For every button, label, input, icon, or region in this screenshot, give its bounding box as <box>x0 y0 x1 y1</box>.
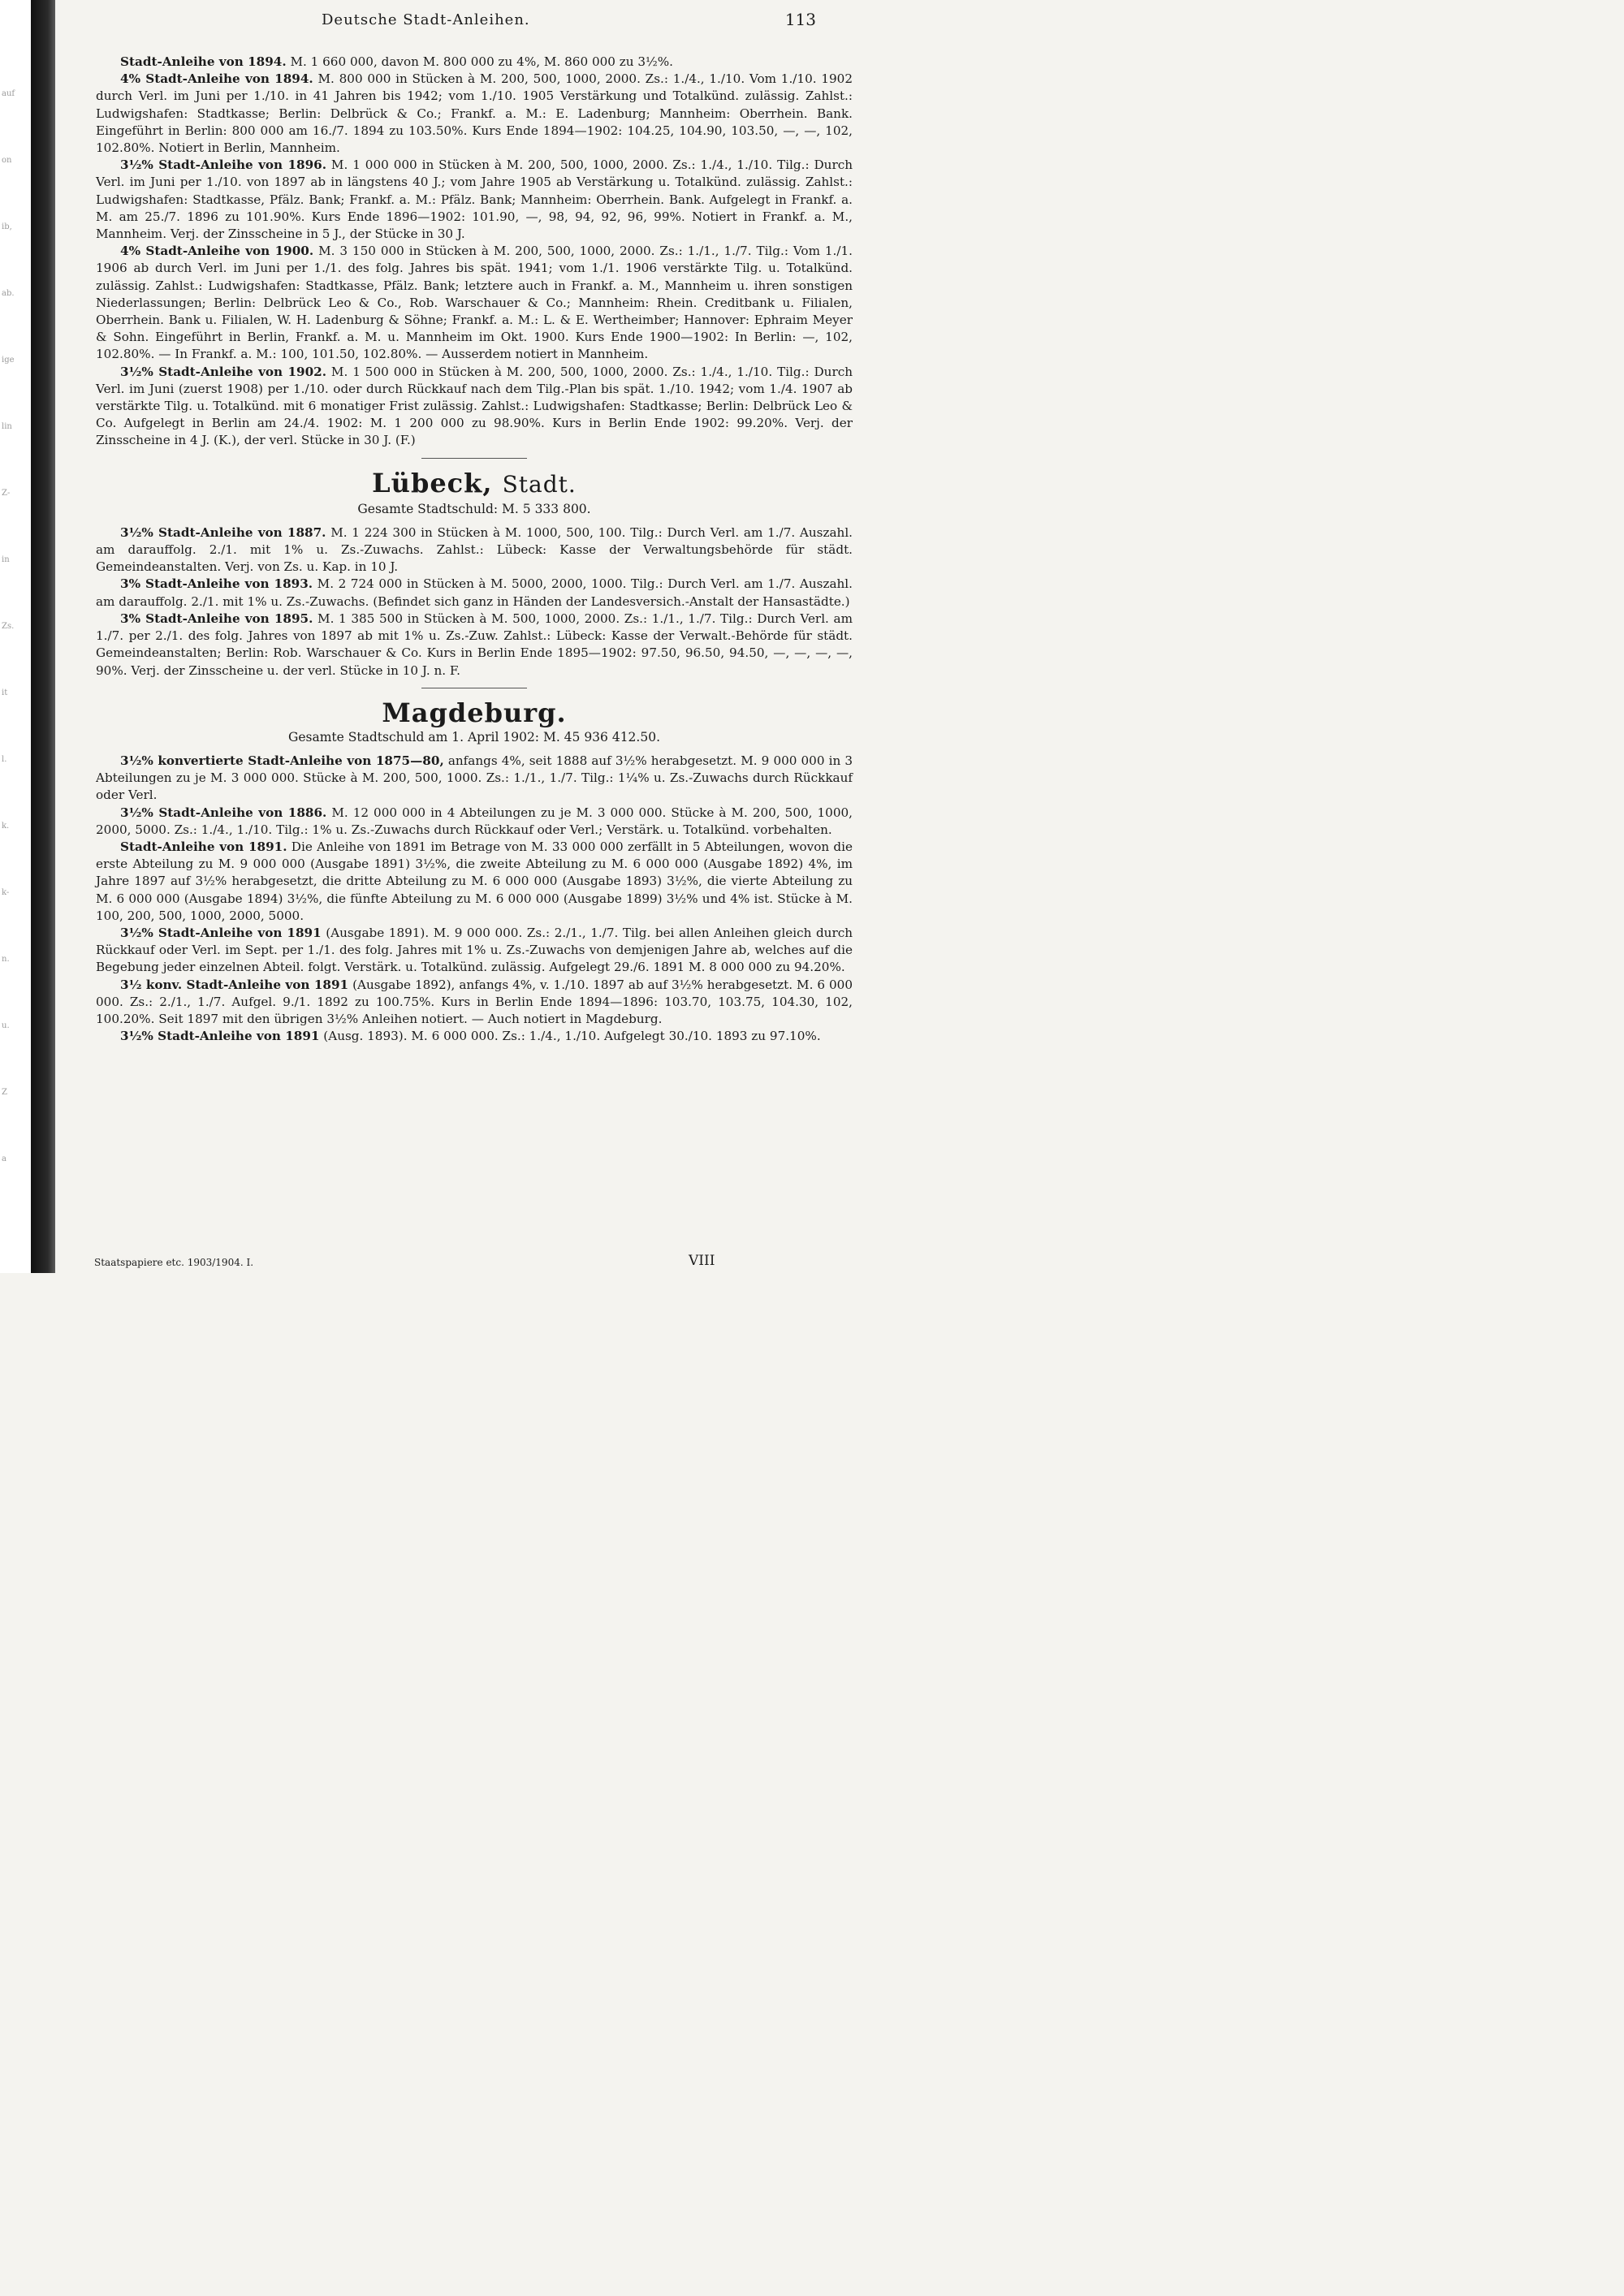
loan-entry <box>96 576 853 610</box>
loan-entry <box>96 925 853 977</box>
bleed-fragment: ab. <box>2 289 15 298</box>
loan-entry-heading: 4% Stadt-Anleihe von 1894. <box>120 71 313 87</box>
loan-entry-heading: 3% Stadt-Anleihe von 1893. <box>120 576 313 592</box>
bleed-fragment: ib, <box>2 222 12 231</box>
book-binding-shadow <box>31 0 55 1273</box>
section-title <box>96 468 853 499</box>
loan-entry-heading: 3% Stadt-Anleihe von 1895. <box>120 611 313 626</box>
bleed-fragment: k- <box>2 888 10 897</box>
loan-entry-heading: 3½% konvertierte Stadt-Anleihe von 1875—80, <box>120 753 444 768</box>
loan-entry <box>96 839 853 925</box>
loan-entry-text: M. 3 150 000 in Stücken à M. 200, 500, 1000, 2000. Zs.: 1./1., 1./7. Tilg.: Vom 1./1. 1906 ab durch Verl. im Juni per 1./1. des folg. Jahres bis spät. 1941; vom 1./1. 1906 verstärkte Tilg. u. Totalkünd. zulässig. Zahlst.: Ludwigshafen: Stadtkasse, Pfälz. Bank; letztere auch in Frankf. a. M., Mannheim u. ihren sonstigen Niederlassungen; Berlin: Delbrück Leo & Co., Rob. Warschauer & Co.; Mannheim: Rhein. Creditbank u. Filialen, Oberrhein. Bank u. Filialen, W. H. Ladenburg & Söhne; Frankf. a. M.: L. & E. Wertheimber; Hannover: Ephraim Meyer & Sohn. Eingeführt in Berlin, Frankf. a. M. u. Mannheim im Okt. 1900. Kurs Ende 1900—1902: In Berlin: —, 102, 102.80%. — In Frankf. a. M.: 100, 101.50, 102.80%. — Ausserdem notiert in Mannheim. <box>96 244 853 362</box>
loan-entry-text: M. 12 000 000 in 4 Abteilungen zu je M. 3 000 000. Stücke à M. 200, 500, 1000, 2000, 5000. Zs.: 1./4., 1./10. Tilg.: 1% u. Zs.-Zuwachs durch Rückkauf oder Verl.; Verstärk. u. Totalkünd. vorbehalten. <box>96 805 853 837</box>
section-total-debt: Gesamte Stadtschuld: M. 5 333 800. <box>357 501 591 516</box>
loan-entry-heading: 3½% Stadt-Anleihe von 1886. <box>120 805 327 820</box>
loan-entry-text: (Ausgabe 1892), anfangs 4%, v. 1./10. 1897 ab auf 3½% herabgesetzt. M. 6 000 000. Zs.: 2./1., 1./7. Aufgel. 9./1. 1892 zu 100.75%. Kurs in Berlin Ende 1894—1896: 103.70, 103.75, 104.30, 102, 100.20%. Seit 1897 mit den übrigen 3½% Anleihen notiert. — Auch notiert in Magdeburg. <box>96 977 853 1026</box>
bleed-fragment: k. <box>2 822 10 831</box>
loan-entry-text: (Ausg. 1893). M. 6 000 000. Zs.: 1./4., 1./10. Aufgelegt 30./10. 1893 zu 97.10%. <box>319 1029 821 1044</box>
loan-entry-text: M. 1 224 300 in Stücken à M. 1000, 500, 100. Tilg.: Durch Verl. am 1./7. Auszahl. am darauffolg. 2./1. mit 1% u. Zs.-Zuwachs. Zahlst.: Lübeck: Kasse der Verwaltungsbehörde für städt. Gemeindeanstalten. Verj. von Zs. u. Kap. in 10 J. <box>96 524 853 575</box>
loan-entry-heading: 3½% Stadt-Anleihe von 1887. <box>120 524 326 540</box>
loan-entry-heading: Stadt-Anleihe von 1894. <box>120 54 287 69</box>
bleed-fragment: Zs. <box>2 622 15 631</box>
bleed-fragment: auf <box>2 89 15 98</box>
loan-entry-text: M. 800 000 in Stücken à M. 200, 500, 1000, 2000. Zs.: 1./4., 1./10. Vom 1./10. 1902 durch Verl. im Juni per 1./10. in 41 Jahren bis 1942; vom 1./10. 1905 Verstärkung und Totalkünd. zulässig. Zahlst.: Ludwigshafen: Stadtkasse; Berlin: Delbrück & Co.; Frankf. a. M.: E. Ladenburg; Mannheim: Oberrhein. Bank. Eingeführt in Berlin: 800 000 am 16./7. 1894 zu 103.50%. Kurs Ende 1894—1902: 104.25, 104.90, 103.50, —, —, 102, 102.80%. Notiert in Berlin, Mannheim. <box>96 71 853 156</box>
loan-entry <box>96 524 853 576</box>
loan-entry <box>96 1028 853 1045</box>
loan-entry-text: M. 1 000 000 in Stücken à M. 200, 500, 1000, 2000. Zs.: 1./4., 1./10. Tilg.: Durch Verl. im Juni per 1./10. von 1897 ab in längstens 40 J.; vom Jahre 1905 ab Verstärkung u. Totalkünd. zulässig. Zahlst.: Ludwigshafen: Stadtkasse, Pfälz. Bank; Frankf. a. M.: Pfälz. Bank; Mannheim: Oberrhein. Bank. Aufgelegt in Frankf. a. M. am 25./7. 1896 zu 101.90%. Kurs Ende 1896—1902: 101.90, —, 98, 94, 92, 96, 99%. Notiert in Frankf. a. M., Mannheim. Verj. der Zinsscheine in 5 J., der Stücke in 30 J. <box>96 158 853 242</box>
loan-entry <box>96 977 853 1029</box>
document-page <box>55 0 901 1273</box>
bleed-fragment: ige <box>2 356 15 365</box>
section-total-debt: Gesamte Stadtschuld am 1. April 1902: M. 45 936 412.50. <box>287 729 660 744</box>
facing-page-bleed <box>0 0 31 1273</box>
loan-entry-text: (Ausgabe 1891). M. 9 000 000. Zs.: 2./1., 1./7. Tilg. bei allen Anleihen gleich durch Rückkauf oder Verl. im Sept. per 1./1. des folg. Jahres mit 1% u. Zs.-Zuwachs von demjenigen Jahre ab, welches auf die Begebung jeder einzelnen Abteil. folgt. Verstärk. u. Totalkünd. zulässig. Aufgelegt 29./6. 1891 M. 8 000 000 zu 94.20%. <box>96 925 853 975</box>
section-divider <box>421 458 527 459</box>
page-number: 113 <box>784 10 816 29</box>
loan-entry <box>96 54 853 71</box>
loan-entry-heading: Stadt-Anleihe von 1891. <box>120 839 287 854</box>
loan-entry <box>96 753 853 805</box>
loan-entry-text: M. 1 660 000, davon M. 800 000 zu 4%, M. 860 000 zu 3½%. <box>286 54 674 69</box>
bleed-fragment: Z <box>2 1088 7 1097</box>
section-title-text: Magdeburg. <box>382 697 567 728</box>
loan-entry <box>96 243 853 363</box>
bleed-fragment: lin <box>2 422 12 431</box>
loan-entry-text: M. 1 500 000 in Stücken à M. 200, 500, 1000, 2000. Zs.: 1./4., 1./10. Tilg.: Durch Verl. im Juni (zuerst 1908) per 1./10. oder durch Rückkauf nach dem Tilg.-Plan bis spät. 1./10. 1942; vom 1./4. 1907 ab verstärkte Tilg. u. Totalkünd. mit 6 monatiger Frist zulässig. Zahlst.: Ludwigshafen: Stadtkasse; Berlin: Delbrück Leo & Co. Aufgelegt in Berlin am 24./4. 1902: M. 1 200 000 zu 98.90%. Kurs in Berlin Ende 1902: 99.20%. Verj. der Zinsscheine in 4 J. (K.), der verl. Stücke in 30 J. (F.) <box>96 364 853 448</box>
loan-entry-heading: 3½% Stadt-Anleihe von 1902. <box>120 364 327 379</box>
section-title-sub: Stadt. <box>502 470 577 498</box>
loan-entry <box>96 611 853 680</box>
loan-entry-text: M. 2 724 000 in Stücken à M. 5000, 2000, 1000. Tilg.: Durch Verl. am 1./7. Auszahl. am darauffolg. 2./1. mit 1% u. Zs.-Zuwachs. (Befindet sich ganz in Händen der Landesversich.-Anstalt der Hansastädte.) <box>96 576 853 609</box>
section-title <box>96 698 853 727</box>
loan-entry-heading: 3½ konv. Stadt-Anleihe von 1891 <box>120 977 349 992</box>
running-title: Deutsche Stadt-Anleihen. <box>322 11 530 28</box>
bleed-fragment: a <box>2 1154 6 1163</box>
section-title-text: Lübeck, <box>372 467 493 498</box>
running-header <box>55 8 901 29</box>
page-body <box>96 54 853 1045</box>
bleed-fragment: on <box>2 156 12 165</box>
loan-entry-heading: 3½% Stadt-Anleihe von 1891 <box>120 925 322 940</box>
bleed-fragment: Z- <box>2 489 11 498</box>
loan-entry-heading: 3½% Stadt-Anleihe von 1891 <box>120 1029 320 1044</box>
loan-entry <box>96 805 853 839</box>
bleed-fragment: l. <box>2 755 7 764</box>
loan-entry-heading: 3½% Stadt-Anleihe von 1896. <box>120 158 327 173</box>
loan-entry <box>96 71 853 157</box>
loan-entry-text: Die Anleihe von 1891 im Betrage von M. 33 000 000 zerfällt in 5 Abteilungen, wovon die erste Abteilung zu M. 9 000 000 (Ausgabe 1891) 3½%, die zweite Abteilung zu M. 6 000 000 (Ausgabe 1892) 4%, im Jahre 1897 auf 3½% herabgesetzt, die dritte Abteilung zu M. 6 000 000 (Ausgabe 1893) 3½%, die vierte Abteilung zu M. 6 000 000 (Ausgabe 1894) 3½%, die fünfte Abteilung zu M. 6 000 000 (Ausgabe 1899) 3½% und 4% ist. Stücke à M. 100, 200, 500, 1000, 2000, 5000. <box>96 839 853 923</box>
bleed-fragment: n. <box>2 955 10 964</box>
loan-entry-text: anfangs 4%, seit 1888 auf 3½% herabgesetzt. M. 9 000 000 in 3 Abteilungen zu je M. 3 000 000. Stücke à M. 200, 500, 1000. Zs.: 1./1., 1./7. Tilg.: 1¼% u. Zs.-Zuwachs durch Rückkauf oder Verl. <box>96 753 853 803</box>
loan-entry-text: M. 1 385 500 in Stücken à M. 500, 1000, 2000. Zs.: 1./1., 1./7. Tilg.: Durch Verl. am 1./7. per 2./1. des folg. Jahres von 1897 ab mit 1% u. Zs.-Zuw. Zahlst.: Lübeck: Kasse der Verwalt.-Behörde für städt. Gemeindeanstalten; Berlin: Rob. Warschauer & Co. Kurs in Berlin Ende 1895—1902: 97.50, 96.50, 94.50, —, —, —, —, 90%. Verj. der Zinsscheine u. der verl. Stücke in 10 J. n. F. <box>96 611 853 678</box>
loan-entry-heading: 4% Stadt-Anleihe von 1900. <box>120 244 314 259</box>
loan-entry <box>96 364 853 450</box>
loan-entry <box>96 157 853 243</box>
bleed-fragment: u. <box>2 1021 10 1030</box>
bleed-fragment: in <box>2 555 10 564</box>
signature-mark: VIII <box>689 1253 715 1269</box>
bleed-fragment: it <box>2 688 8 697</box>
footer-note: Staatspapiere etc. 1903/1904. I. <box>94 1257 254 1268</box>
